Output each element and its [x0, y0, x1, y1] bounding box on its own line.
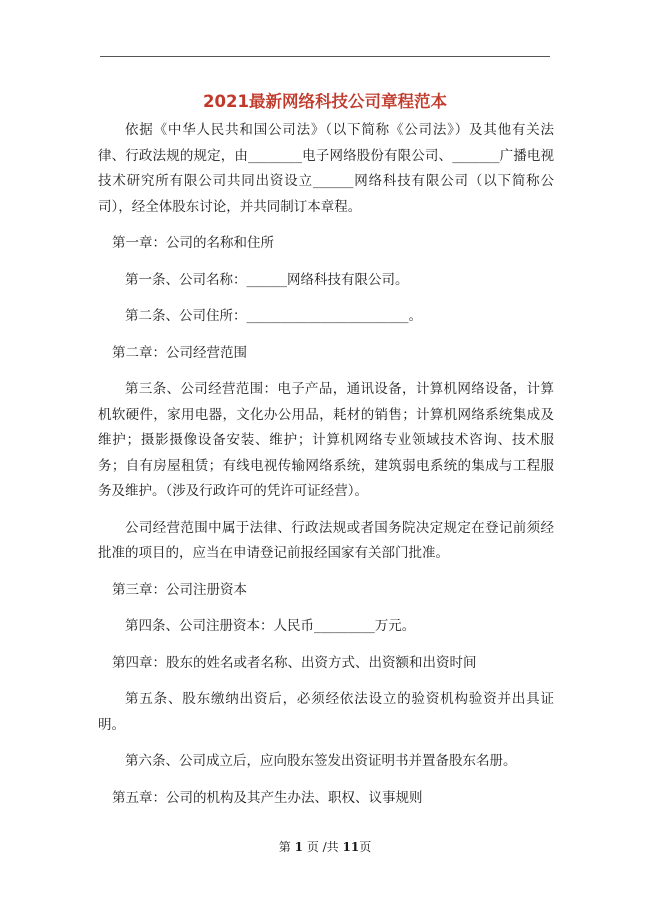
- header-rule: [100, 56, 550, 57]
- footer-total-pages: 11: [342, 840, 360, 854]
- document-title: 2021最新网络科技公司章程范本: [203, 92, 447, 111]
- article-5: 第五条、股东缴纳出资后，必须经依法设立的验资机构验资并出具证明。: [98, 691, 554, 733]
- document-body: [98, 118, 554, 822]
- paragraph-approval: 公司经营范围中属于法律、行政法规或者国务院决定规定在登记前须经批准的项目的，应当在申请登记前报经国家有关部门批准。: [98, 519, 554, 561]
- footer-prefix: 第: [278, 840, 291, 854]
- paragraph-intro: 依据《中华人民共和国公司法》（以下简称《公司法》）及其他有关法律、行政法规的规定，由________电子网络股份有限公司、_______广播电视技术研究所有限公司共同出资设立______网络科技有限公司（以下简称公司），经全体股东讨论，并共同制订本章程。: [98, 122, 554, 215]
- article-3: 第三条、公司经营范围：电子产品，通讯设备，计算机网络设备，计算机软硬件，家用电器，文化办公用品，耗材的销售；计算机网络系统集成及维护；摄影摄像设备安装、维护；计算机网络专业领域技术咨询、技术服务；自有房屋租赁；有线电视传输网络系统，建筑弱电系统的集成与工程服务及维护。（涉及行政许可的凭许可证经营）。: [98, 381, 554, 499]
- article-6: 第六条、公司成立后，应向股东签发出资证明书并置备股东名册。: [125, 753, 517, 769]
- article-2: 第二条、公司住所：________________________。: [125, 308, 422, 324]
- footer-page-number: 1: [294, 840, 303, 854]
- page-footer: [0, 838, 650, 855]
- footer-middle: 页 /共: [306, 840, 339, 854]
- footer-suffix: 页: [359, 840, 372, 854]
- article-4: 第四条、公司注册资本：人民币_________万元。: [125, 618, 416, 634]
- chapter-heading-3: 第三章：公司注册资本: [112, 581, 247, 598]
- chapter-heading-2: 第二章：公司经营范围: [112, 344, 247, 361]
- chapter-heading-5: 第五章：公司的机构及其产生办法、职权、议事规则: [112, 789, 423, 806]
- chapter-heading-1: 第一章：公司的名称和住所: [112, 235, 274, 251]
- article-1: 第一条、公司名称：______网络科技有限公司。: [125, 271, 409, 288]
- chapter-heading-4: 第四章：股东的姓名或者名称、出资方式、出资额和出资时间: [112, 654, 477, 671]
